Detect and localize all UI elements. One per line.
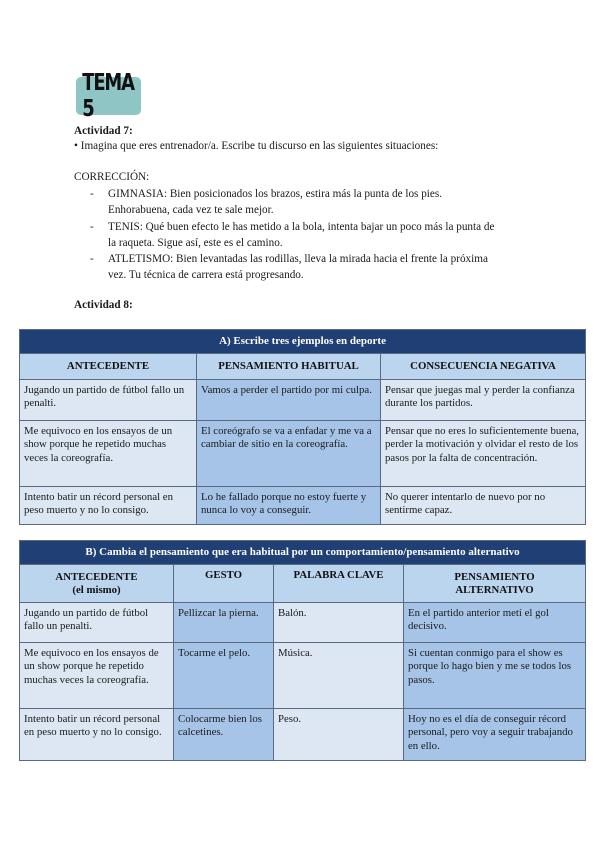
dash-marker: - <box>90 253 94 265</box>
table-b-header-row <box>20 565 586 603</box>
table-row <box>20 380 586 421</box>
activity-8-title: Actividad 8: <box>74 299 133 311</box>
table-row <box>20 487 586 525</box>
table-row <box>20 709 586 761</box>
correction-item-athletics <box>90 251 530 283</box>
table-cell: Jugando un partido de fútbol fallo un penalti. <box>20 603 174 643</box>
correction-line: Enhorabuena, cada vez te sale mejor. <box>108 204 274 216</box>
table-cell: Intento batir un récord personal en peso muerto y no lo consigo. <box>20 487 197 525</box>
correction-line: vez. Tu técnica de carrera está progresando. <box>108 269 304 281</box>
column-header-alternative-thought-sub: ALTERNATIVO <box>455 583 534 596</box>
table-row <box>20 643 586 709</box>
topic-badge <box>76 70 141 122</box>
table-cell: El coreógrafo se va a enfadar y me va a cambiar de sitio en la coreografía. <box>197 421 381 487</box>
column-header-antecedent: ANTECEDENTE <box>20 354 197 380</box>
correction-line: la raqueta. Sigue así, este es el camino. <box>108 237 283 249</box>
correction-line: ATLETISMO: Bien levantadas las rodillas, lleva la mirada hacia el frente la próxima <box>108 253 488 265</box>
table-cell: Pensar que no eres lo suficientemente buena, perder la motivación y olvidar el resto de los pasos por la falta de concentración. <box>381 421 586 487</box>
column-header-antecedent <box>20 565 174 603</box>
correction-label: CORRECCIÓN: <box>74 171 150 183</box>
table-cell: Música. <box>274 643 404 709</box>
topic-badge-label: TEMA 5 <box>82 70 135 122</box>
table-a <box>19 329 586 525</box>
table-cell: Hoy no es el día de conseguir récord personal, pero voy a seguir trabajando en ello. <box>404 709 586 761</box>
table-b-title: B) Cambia el pensamiento que era habitual por un comportamiento/pensamiento alternativo <box>20 541 586 565</box>
table-cell: Colocarme bien los calcetines. <box>174 709 274 761</box>
table-a-title: A) Escribe tres ejemplos en deporte <box>20 330 586 354</box>
table-b-title-row <box>20 541 586 565</box>
correction-line: GIMNASIA: Bien posicionados los brazos, estira más la punta de los pies. <box>108 188 443 200</box>
column-header-antecedent-label: ANTECEDENTE <box>55 570 138 583</box>
table-cell: Lo he fallado porque no estoy fuerte y nunca lo voy a conseguir. <box>197 487 381 525</box>
dash-marker: - <box>90 188 94 200</box>
column-header-alternative-thought <box>404 565 586 603</box>
correction-line: TENIS: Qué buen efecto le has metido a la bola, intenta bajar un poco más la punta de <box>108 221 495 233</box>
table-row <box>20 603 586 643</box>
table-a-title-row <box>20 330 586 354</box>
table-cell: En el partido anterior metí el gol decisivo. <box>404 603 586 643</box>
dash-marker: - <box>90 221 94 233</box>
correction-item-gymnastics <box>90 186 530 218</box>
column-header-keyword: PALABRA CLAVE <box>274 565 404 603</box>
column-header-negative-consequence: CONSECUENCIA NEGATIVA <box>381 354 586 380</box>
table-cell: Vamos a perder el partido por mi culpa. <box>197 380 381 421</box>
table-cell: Si cuentan conmigo para el show es porque lo hago bien y me se todos los pasos. <box>404 643 586 709</box>
table-cell: Balón. <box>274 603 404 643</box>
activity-7-instruction: • Imagina que eres entrenador/a. Escribe tu discurso en las siguientes situaciones: <box>74 140 439 152</box>
table-cell: Pellizcar la pierna. <box>174 603 274 643</box>
table-cell: No querer intentarlo de nuevo por no sentirme capaz. <box>381 487 586 525</box>
table-cell: Me equivoco en los ensayos de un show porque he repetido muchas veces la coreografía. <box>20 421 197 487</box>
table-a-header-row <box>20 354 586 380</box>
column-header-gesture: GESTO <box>174 565 274 603</box>
column-header-alternative-thought-label: PENSAMIENTO <box>454 570 535 583</box>
table-cell: Peso. <box>274 709 404 761</box>
column-header-habitual-thought: PENSAMIENTO HABITUAL <box>197 354 381 380</box>
table-cell: Intento batir un récord personal en peso muerto y no lo consigo. <box>20 709 174 761</box>
table-cell: Jugando un partido de fútbol fallo un penalti. <box>20 380 197 421</box>
correction-item-tennis <box>90 219 530 251</box>
table-cell: Tocarme el pelo. <box>174 643 274 709</box>
table-b <box>19 540 586 761</box>
table-cell: Pensar que juegas mal y perder la confianza durante los partidos. <box>381 380 586 421</box>
table-cell: Me equivoco en los ensayos de un show porque he repetido muchas veces la coreografía. <box>20 643 174 709</box>
column-header-antecedent-sub: (el mismo) <box>72 583 121 596</box>
table-row <box>20 421 586 487</box>
activity-7-title: Actividad 7: <box>74 125 133 137</box>
